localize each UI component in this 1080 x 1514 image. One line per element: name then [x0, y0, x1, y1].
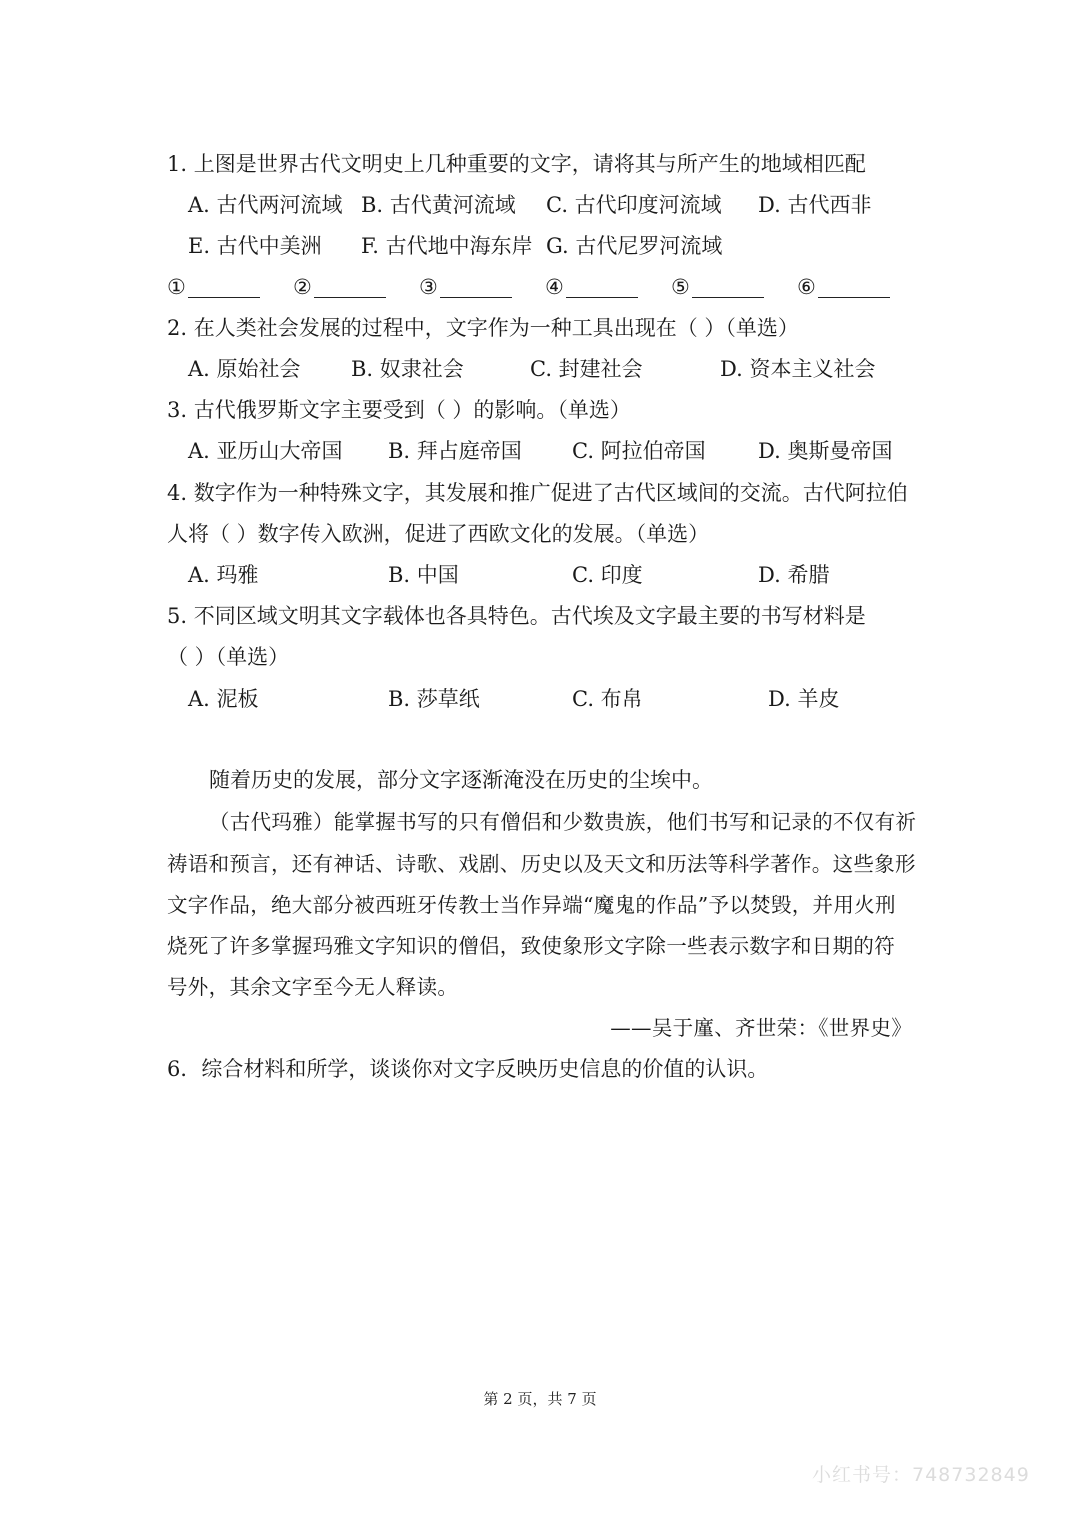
question-3-option-a[interactable]: A. 亚历山大帝国 [188, 439, 343, 463]
answer-blank-4[interactable] [545, 273, 638, 301]
question-5-stem-line-1: 5. 不同区域文明其文字载体也各具特色。古代埃及文字最主要的书写材料是 [167, 604, 866, 628]
material-line-3: 文字作品，绝大部分被西班牙传教士当作异端“魔鬼的作品”予以焚毁，并用火刑 [167, 893, 896, 917]
question-1-option-g: G. 古代尼罗河流域 [546, 234, 723, 258]
blank-line-4[interactable] [566, 275, 638, 298]
question-3-option-d[interactable]: D. 奥斯曼帝国 [758, 439, 893, 463]
question-5-option-a[interactable]: A. 泥板 [188, 687, 259, 711]
blank-line-5[interactable] [692, 275, 764, 298]
answer-blank-2[interactable] [293, 273, 386, 301]
question-2-option-d[interactable]: D. 资本主义社会 [720, 357, 876, 381]
question-4-option-a[interactable]: A. 玛雅 [188, 563, 259, 587]
question-6-stem: 6．综合材料和所学，谈谈你对文字反映历史信息的价值的认识。 [167, 1057, 769, 1081]
blank-line-6[interactable] [818, 275, 890, 298]
question-4-option-b[interactable]: B. 中国 [388, 563, 459, 587]
blank-label-4: ④ [545, 275, 564, 299]
question-1-option-b: B. 古代黄河流域 [361, 193, 516, 217]
question-2-option-b[interactable]: B. 奴隶社会 [351, 357, 464, 381]
blank-label-3: ③ [419, 275, 438, 299]
question-4-option-d[interactable]: D. 希腊 [758, 563, 830, 587]
question-1-option-d: D. 古代西非 [758, 193, 872, 217]
question-3-option-c[interactable]: C. 阿拉伯帝国 [572, 439, 706, 463]
material-line-5: 号外，其余文字至今无人释读。 [167, 975, 459, 999]
question-5-stem-line-2: （ ）（单选） [167, 645, 290, 669]
answer-blank-1[interactable] [167, 273, 260, 301]
blank-label-2: ② [293, 275, 312, 299]
question-1-option-f: F. 古代地中海东岸 [361, 234, 533, 258]
blank-label-5: ⑤ [671, 275, 690, 299]
question-1-option-a: A. 古代两河流域 [188, 193, 343, 217]
answer-blank-6[interactable] [797, 273, 890, 301]
question-4-option-c[interactable]: C. 印度 [572, 563, 643, 587]
material-line-4: 烧死了许多掌握玛雅文字知识的僧侣，致使象形文字除一些表示数字和日期的符 [167, 934, 895, 958]
question-1-stem: 1. 上图是世界古代文明史上几种重要的文字，请将其与所产生的地域相匹配 [167, 152, 866, 176]
question-1-option-c: C. 古代印度河流域 [546, 193, 722, 217]
answer-blank-5[interactable] [671, 273, 764, 301]
question-2-option-a[interactable]: A. 原始社会 [188, 357, 301, 381]
blank-label-6: ⑥ [797, 275, 816, 299]
question-3-option-b[interactable]: B. 拜占庭帝国 [388, 439, 522, 463]
question-4-stem-line-1: 4. 数字作为一种特殊文字，其发展和推广促进了古代区域间的交流。古代阿拉伯 [167, 481, 908, 505]
blank-line-3[interactable] [440, 275, 512, 298]
blank-line-1[interactable] [188, 275, 260, 298]
answer-blank-3[interactable] [419, 273, 512, 301]
watermark: 小红书号：748732849 [812, 1464, 1030, 1486]
material-intro: 随着历史的发展，部分文字逐渐淹没在历史的尘埃中。 [209, 768, 713, 792]
question-1-option-e: E. 古代中美洲 [188, 234, 322, 258]
material-line-2: 祷语和预言，还有神话、诗歌、戏剧、历史以及天文和历法等科学著作。这些象形 [167, 852, 916, 876]
question-5-option-c[interactable]: C. 布帛 [572, 687, 643, 711]
question-3-stem: 3. 古代俄罗斯文字主要受到（ ）的影响。（单选） [167, 398, 631, 422]
question-2-option-c[interactable]: C. 封建社会 [530, 357, 643, 381]
question-5-option-d[interactable]: D. 羊皮 [768, 687, 840, 711]
blank-line-2[interactable] [314, 275, 386, 298]
question-4-stem-line-2: 人将（ ）数字传入欧洲，促进了西欧文化的发展。（单选） [167, 522, 710, 546]
material-source: ——吴于廑、齐世荣：《世界史》 [610, 1016, 912, 1040]
page-number: 第 2 页，共 7 页 [483, 1390, 597, 1408]
material-line-1: （古代玛雅）能掌握书写的只有僧侣和少数贵族，他们书写和记录的不仅有祈 [209, 810, 917, 834]
blank-label-1: ① [167, 275, 186, 299]
question-5-option-b[interactable]: B. 莎草纸 [388, 687, 480, 711]
question-2-stem: 2. 在人类社会发展的过程中，文字作为一种工具出现在（ ）（单选） [167, 316, 799, 340]
